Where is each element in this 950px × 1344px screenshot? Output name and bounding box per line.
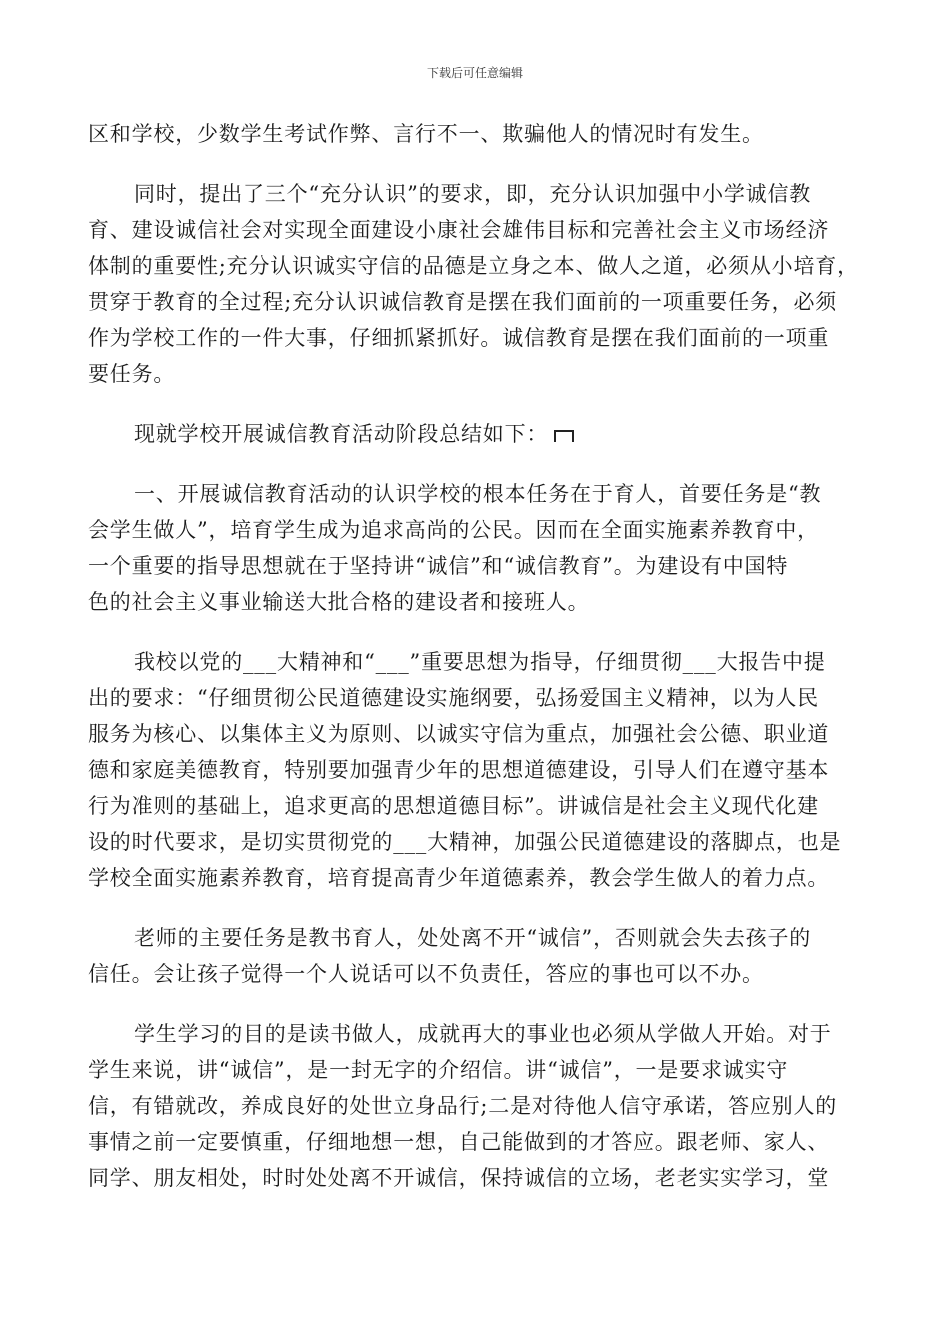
text-line: 设的时代要求，是切实贯彻党的___大精神，加强公民道德建设的落脚点，也是 (88, 830, 842, 854)
text-line: 学生来说，讲“诚信”，是一封无字的介绍信。讲“诚信”，一是要求诚实守 (88, 1058, 789, 1082)
text-line: 老师的主要任务是教书育人，处处离不开“诚信”，否则就会失去孩子的 (134, 926, 812, 950)
text-line: 会学生做人”，培育学生成为追求高尚的公民。因而在全面实施素养教育中， (88, 518, 819, 542)
text-line: 体制的重要性;充分认识诚实守信的品德是立身之本、做人之道，必须从小培育， (88, 254, 859, 278)
text-line: 色的社会主义事业输送大批合格的建设者和接班人。 (88, 590, 590, 614)
text-line-with-mark (88, 416, 860, 452)
text-line: 信，有错就改，养成良好的处世立身品行;二是对待他人信守承诺，答应别人的 (88, 1094, 838, 1118)
text-line: 德和家庭美德教育，特别要加强青少年的思想道德建设，引导人们在遵守基本 (88, 758, 830, 782)
text-line: 学生学习的目的是读书做人，成就再大的事业也必须从学做人开始。对于 (134, 1022, 832, 1046)
text-line: 同时，提出了三个“充分认识”的要求，即，充分认识加强中小学诚信教 (134, 182, 812, 206)
text-line: 现就学校开展诚信教育活动阶段总结如下： (134, 422, 549, 446)
paragraph-6 (88, 920, 860, 992)
bracket-mark-icon (554, 430, 574, 442)
text-line: 一、开展诚信教育活动的认识学校的根本任务在于育人，首要任务是“教 (134, 482, 822, 506)
paragraph-7 (88, 1016, 860, 1196)
document-body (88, 116, 860, 1196)
text-line: 出的要求：“仔细贯彻公民道德建设实施纲要，弘扬爱国主义精神，以为人民 (88, 686, 819, 710)
paragraph-2 (88, 176, 860, 392)
text-line: 我校以党的___大精神和“___”重要思想为指导，仔细贯彻___大报告中提 (134, 650, 826, 674)
paragraph-1 (88, 116, 860, 152)
text-line: 要任务。 (88, 362, 176, 386)
text-line: 行为准则的基础上，追求更高的思想道德目标”。讲诚信是社会主义现代化建 (88, 794, 819, 818)
text-line: 一个重要的指导思想就在于坚持讲“诚信”和“诚信教育”。为建设有中国特 (88, 554, 789, 578)
text-line: 学校全面实施素养教育，培育提高青少年道德素养，教会学生做人的着力点。 (88, 866, 830, 890)
text-line: 事情之前一定要慎重，仔细地想一想，自己能做到的才答应。跟老师、家人、 (88, 1130, 830, 1154)
paragraph-4 (88, 476, 860, 620)
text-line: 育、建设诚信社会对实现全面建设小康社会雄伟目标和完善社会主义市场经济 (88, 218, 830, 242)
text-line: 信任。会让孩子觉得一个人说话可以不负责任，答应的事也可以不办。 (88, 962, 764, 986)
text-line: 服务为核心、以集体主义为原则、以诚实守信为重点，加强社会公德、职业道 (88, 722, 830, 746)
text-line: 贯穿于教育的全过程;充分认识诚信教育是摆在我们面前的一项重要任务，必须 (88, 290, 838, 314)
paragraph-3 (88, 416, 860, 452)
text-line: 区和学校，少数学生考试作弊、言行不一、欺骗他人的情况时有发生。 (88, 122, 764, 146)
text-line: 作为学校工作的一件大事，仔细抓紧抓好。诚信教育是摆在我们面前的一项重 (88, 326, 830, 350)
paragraph-5 (88, 644, 860, 896)
text-line: 同学、朋友相处，时时处处离不开诚信，保持诚信的立场，老老实实学习，堂 (88, 1166, 830, 1190)
page-header: 下载后可任意编辑 (426, 66, 523, 80)
